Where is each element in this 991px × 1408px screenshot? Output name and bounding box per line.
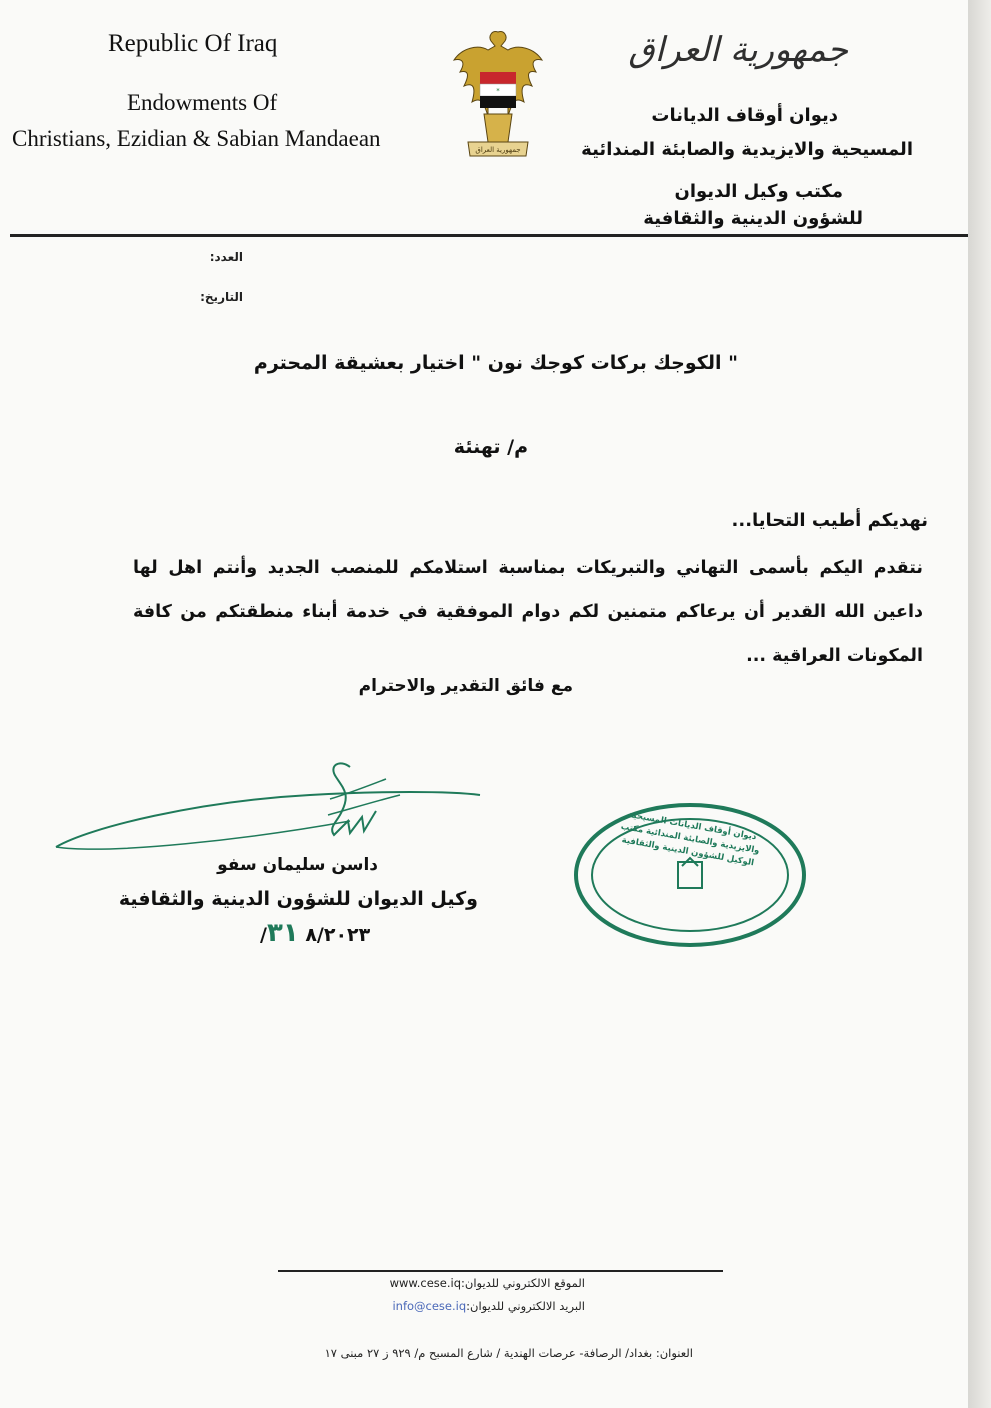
- signer-title: وكيل الديوان للشؤون الدينية والثقافية: [118, 888, 478, 910]
- signature-date: [260, 918, 370, 948]
- letter-subject: م/ تهنئة: [453, 436, 528, 458]
- ar-org-line2: المسيحية والايزيدية والصابئة المندائية: [581, 139, 913, 160]
- website-link[interactable]: www.cese.iq: [389, 1276, 462, 1290]
- en-country-title: Republic Of Iraq: [108, 30, 278, 57]
- footer-website-line: [390, 1276, 585, 1290]
- en-org-line2: Christians, Ezidian & Sabian Mandaean: [12, 126, 381, 151]
- scan-edge-strip: [968, 0, 991, 1408]
- date-label: التاريخ:: [200, 290, 243, 304]
- ar-country-title: جمهورية العراق: [628, 30, 848, 70]
- email-label: البريد الالكتروني للديوان:: [466, 1299, 585, 1313]
- website-label: الموقع الالكتروني للديوان:: [461, 1276, 585, 1290]
- letter-body: نتقدم اليكم بأسمى التهاني والتبريكات بمناسبة استلامكم للمنصب الجديد وأنتم اهل لها داعين الله القدير أن يرعاكم متمنين لكم دوام الموفقية في خدمة أبناء منطقتكم من كافة المكونات العراقية ...: [133, 558, 923, 666]
- letter-greeting: نهديكم أطيب التحايا...: [731, 510, 928, 531]
- footer-address: العنوان: بغداد/ الرصافة- عرصات الهندية / شارع المسبح م/ ٩٢٩ ز ٢٧ مبنى ١٧: [324, 1346, 693, 1360]
- footer-email-line: [392, 1299, 585, 1313]
- en-org-line1: Endowments Of: [127, 90, 278, 115]
- signature-date-day: ٣١: [266, 918, 299, 948]
- stamp-text: ديوان أوقاف الديانات المسيحية والايزيدية والصابئة المندائية مكتب الوكيل للشؤون الدينية والثقافية: [619, 810, 761, 869]
- ar-office-line1: مكتب وكيل الديوان: [674, 181, 843, 202]
- letter-closing: مع فائق التقدير والاحترام: [358, 676, 573, 696]
- handwritten-signature: [50, 755, 500, 865]
- letter-recipient: " الكوجك بركات كوجك نون " اختيار بعشيقة المحترم: [253, 352, 738, 374]
- number-label: العدد:: [209, 250, 243, 264]
- ar-office-line2: للشؤون الدينية والثقافية: [643, 208, 863, 229]
- signature-date-rest: /٨/٢٠٢٣: [260, 924, 371, 946]
- ar-org-line1: ديوان أوقاف الديانات: [651, 105, 838, 126]
- svg-text:*: *: [496, 87, 500, 95]
- header-divider: [10, 234, 968, 237]
- email-link[interactable]: info@cese.iq: [392, 1299, 467, 1313]
- signer-name: داسن سليمان سفو: [217, 855, 378, 875]
- emblem-scroll-label: جمهورية العراق: [475, 146, 521, 154]
- footer-divider: [278, 1270, 723, 1272]
